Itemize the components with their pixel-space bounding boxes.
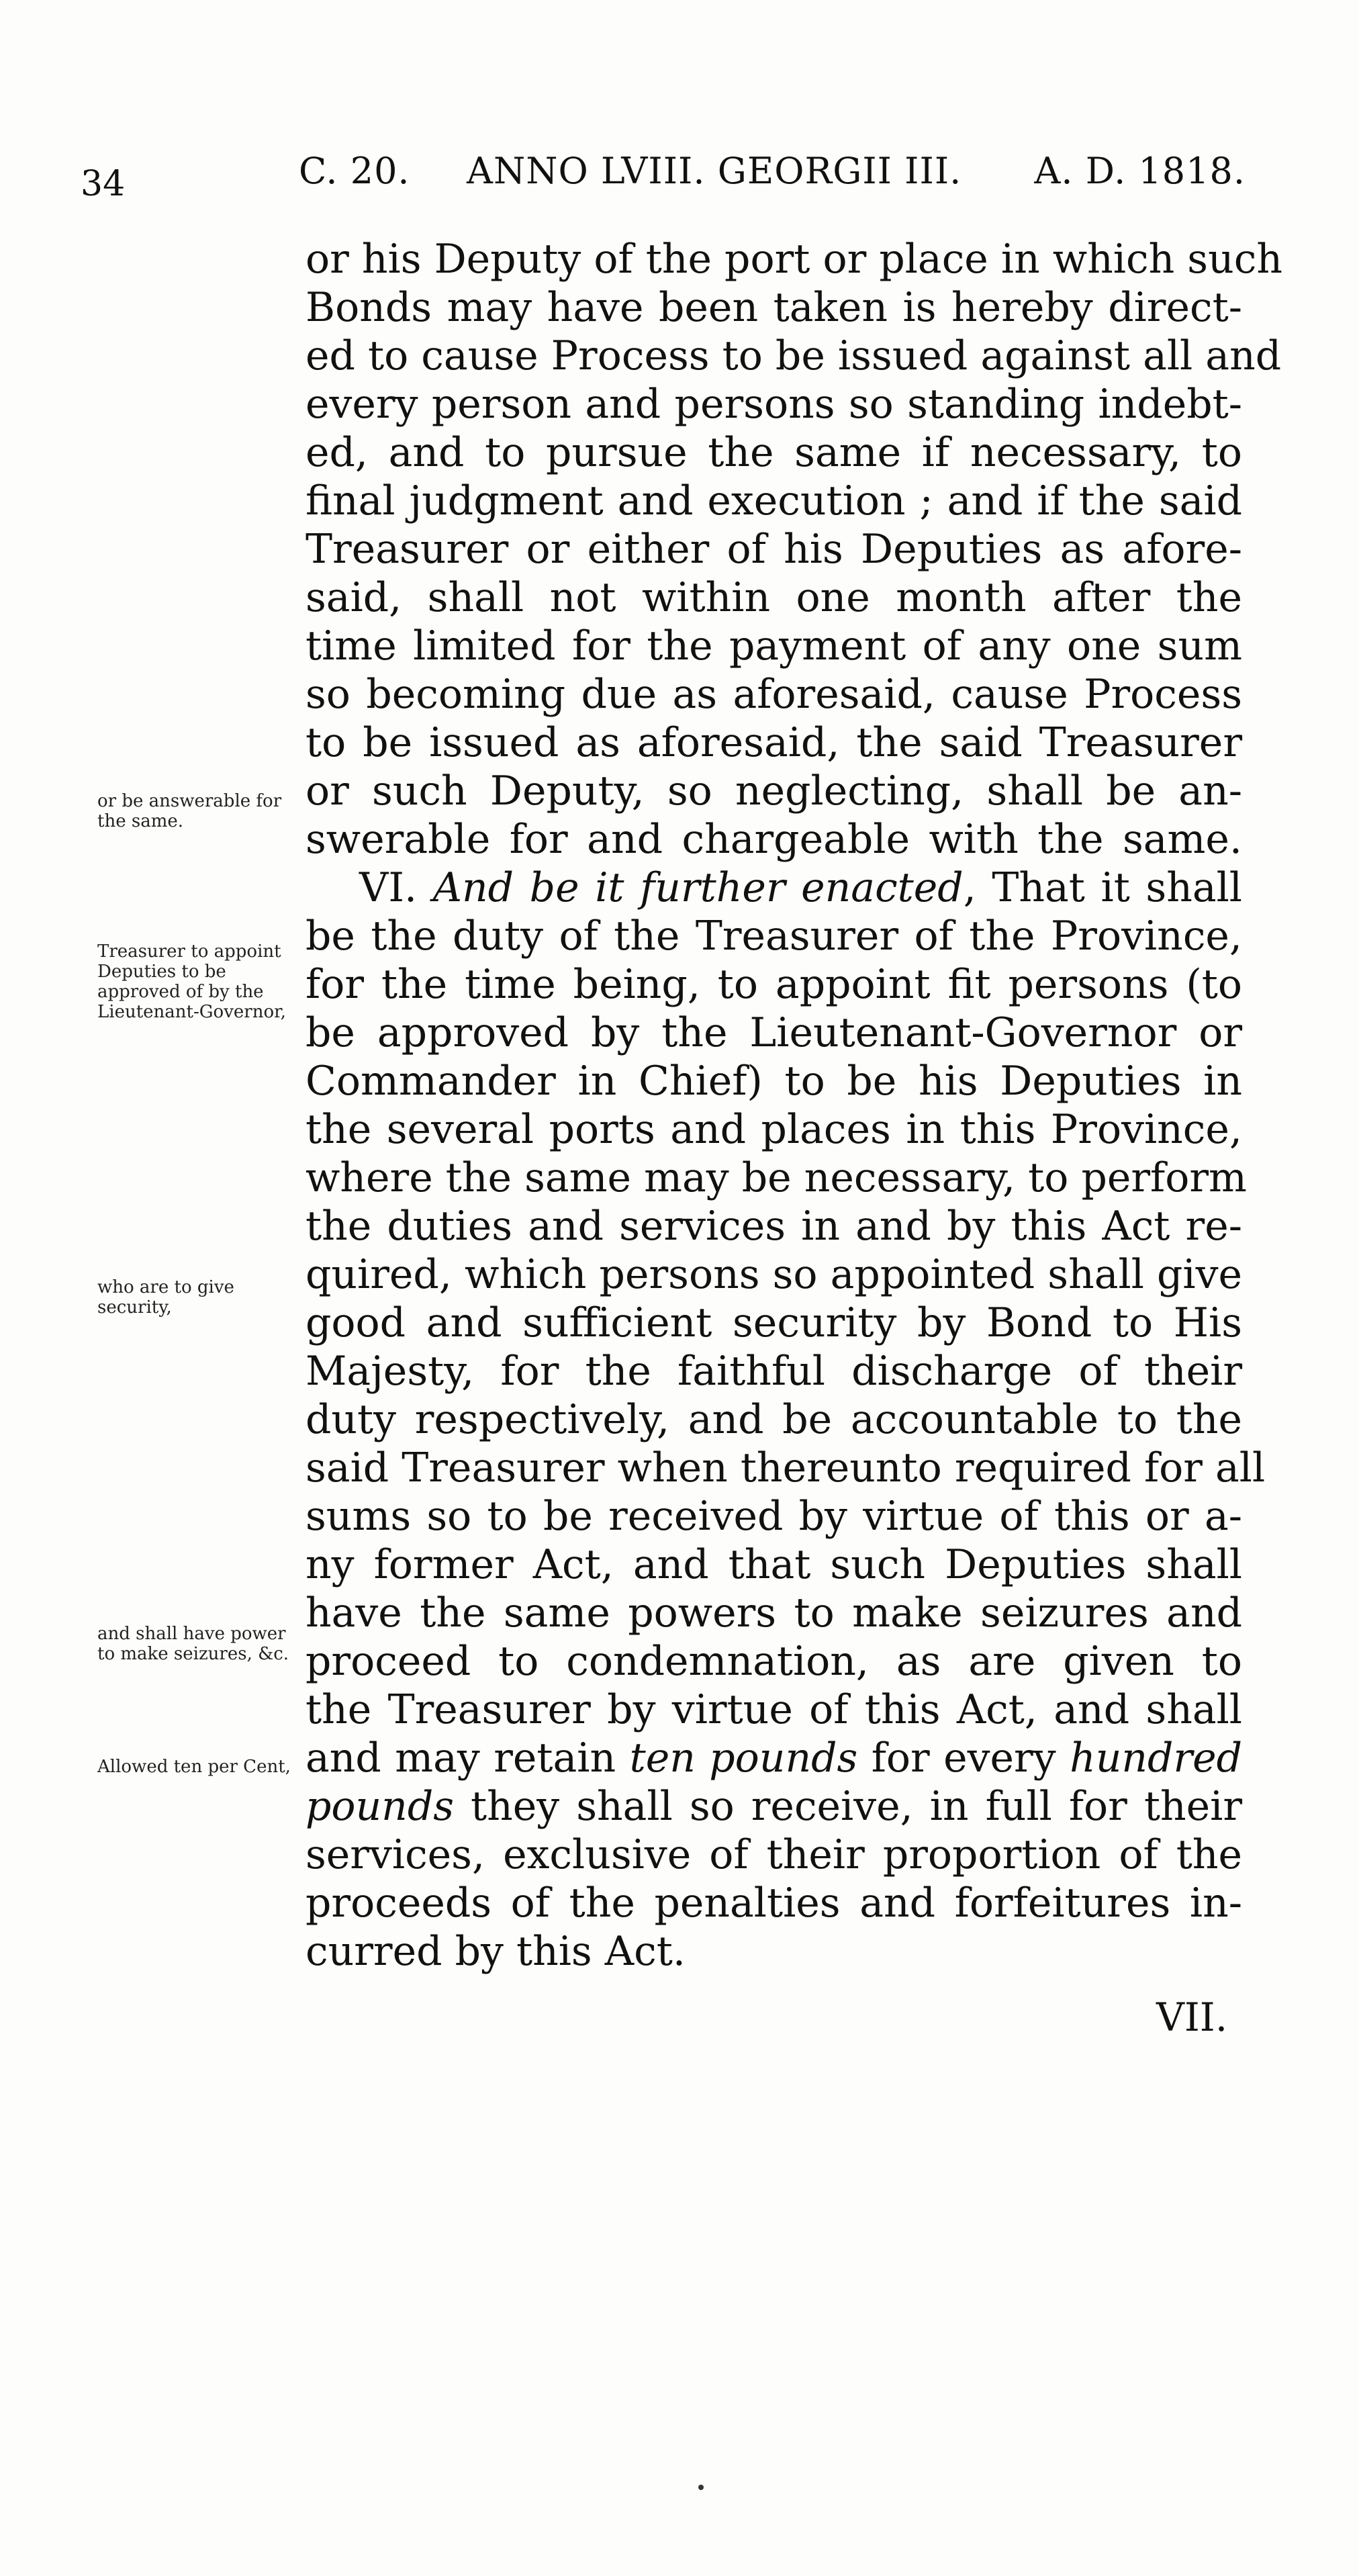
body-text xyxy=(306,235,1282,1976)
text-line: so becoming due as aforesaid, cause Process xyxy=(306,671,1242,718)
text-line: the Treasurer by virtue of this Act, and shall xyxy=(306,1686,1242,1733)
text-line: have the same powers to make seizures and xyxy=(306,1590,1242,1637)
text-line: final judgment and execution ; and if the said xyxy=(306,477,1242,524)
italic-phrase: ten pounds xyxy=(629,1735,858,1782)
catchword: VII. xyxy=(1156,1994,1228,2040)
page-speck xyxy=(698,2485,704,2490)
text-line: be the duty of the Treasurer of the Province, xyxy=(306,913,1242,960)
text-line: duty respectively, and be accountable to the xyxy=(306,1396,1242,1443)
text-line: sums so to be received by virtue of this or a- xyxy=(306,1493,1242,1540)
text-line: curred by this Act. xyxy=(306,1928,686,1975)
text-line: Commander in Chief) to be his Deputies in xyxy=(306,1058,1242,1105)
text-line-italic-terms: and may retain ten pounds for every hundred xyxy=(306,1735,1242,1782)
margin-note-treasurer-appoint: Treasurer to appoint Deputies to be approved of by the Lieutenant-Governor, xyxy=(97,941,286,1022)
chapter-number: C. 20. xyxy=(299,150,410,192)
text-line: services, exclusive of their proportion of the xyxy=(306,1831,1242,1878)
regnal-year-title: ANNO LVIII. GEORGII III. xyxy=(467,150,962,192)
text-line: ed to cause Process to be issued against all and xyxy=(306,332,1282,379)
text-line: the several ports and places in this Province, xyxy=(306,1106,1242,1153)
text-line: Treasurer or either of his Deputies as afore- xyxy=(306,526,1242,573)
italic-phrase: hundred xyxy=(1070,1735,1242,1782)
page-number: 34 xyxy=(81,164,126,204)
italic-phrase: And be it further enacted xyxy=(432,864,964,911)
section-heading-line: VI. And be it further enacted, That it shall xyxy=(359,864,1242,911)
text-line: the duties and services in and by this Act re- xyxy=(306,1203,1242,1250)
text-line: be approved by the Lieutenant-Governor or xyxy=(306,1009,1242,1056)
text-line: Bonds may have been taken is hereby direct- xyxy=(306,284,1242,331)
text-line: swerable for and chargeable with the same. xyxy=(306,816,1242,863)
italic-phrase: pounds xyxy=(306,1783,455,1830)
margin-note-seizures: and shall have power to make seizures, &c. xyxy=(97,1624,289,1664)
text-line: for the time being, to appoint fit persons (to xyxy=(306,961,1242,1008)
text-line: to be issued as aforesaid, the said Treasurer xyxy=(306,719,1242,766)
text-line: time limited for the payment of any one sum xyxy=(306,623,1242,670)
text-line: ed, and to pursue the same if necessary, to xyxy=(306,429,1242,476)
text-line: ny former Act, and that such Deputies shall xyxy=(306,1541,1242,1588)
margin-note-answerable: or be answerable for the same. xyxy=(97,791,282,831)
text-line: good and sufficient security by Bond to His xyxy=(306,1299,1242,1346)
text-line: or such Deputy, so neglecting, shall be an- xyxy=(306,768,1242,815)
anno-domini-year: A. D. 1818. xyxy=(1034,150,1246,192)
text-line: proceeds of the penalties and forfeitures in- xyxy=(306,1880,1242,1927)
text-line: said Treasurer when thereunto required for all xyxy=(306,1444,1266,1491)
margin-note-allowed: Allowed ten per Cent, xyxy=(97,1757,291,1777)
text-line: proceed to condemnation, as are given to xyxy=(306,1638,1242,1685)
margin-note-security: who are to give security, xyxy=(97,1277,234,1318)
text-line: quired, which persons so appointed shall give xyxy=(306,1251,1242,1298)
text-line-italic-terms: pounds they shall so receive, in full for their xyxy=(306,1783,1242,1830)
text-line: or his Deputy of the port or place in which such xyxy=(306,236,1282,283)
text-line: said, shall not within one month after the xyxy=(306,574,1242,621)
text-line: Majesty, for the faithful discharge of their xyxy=(306,1348,1242,1395)
text-line: every person and persons so standing indebt- xyxy=(306,381,1242,428)
text-line: where the same may be necessary, to perform xyxy=(306,1154,1247,1201)
